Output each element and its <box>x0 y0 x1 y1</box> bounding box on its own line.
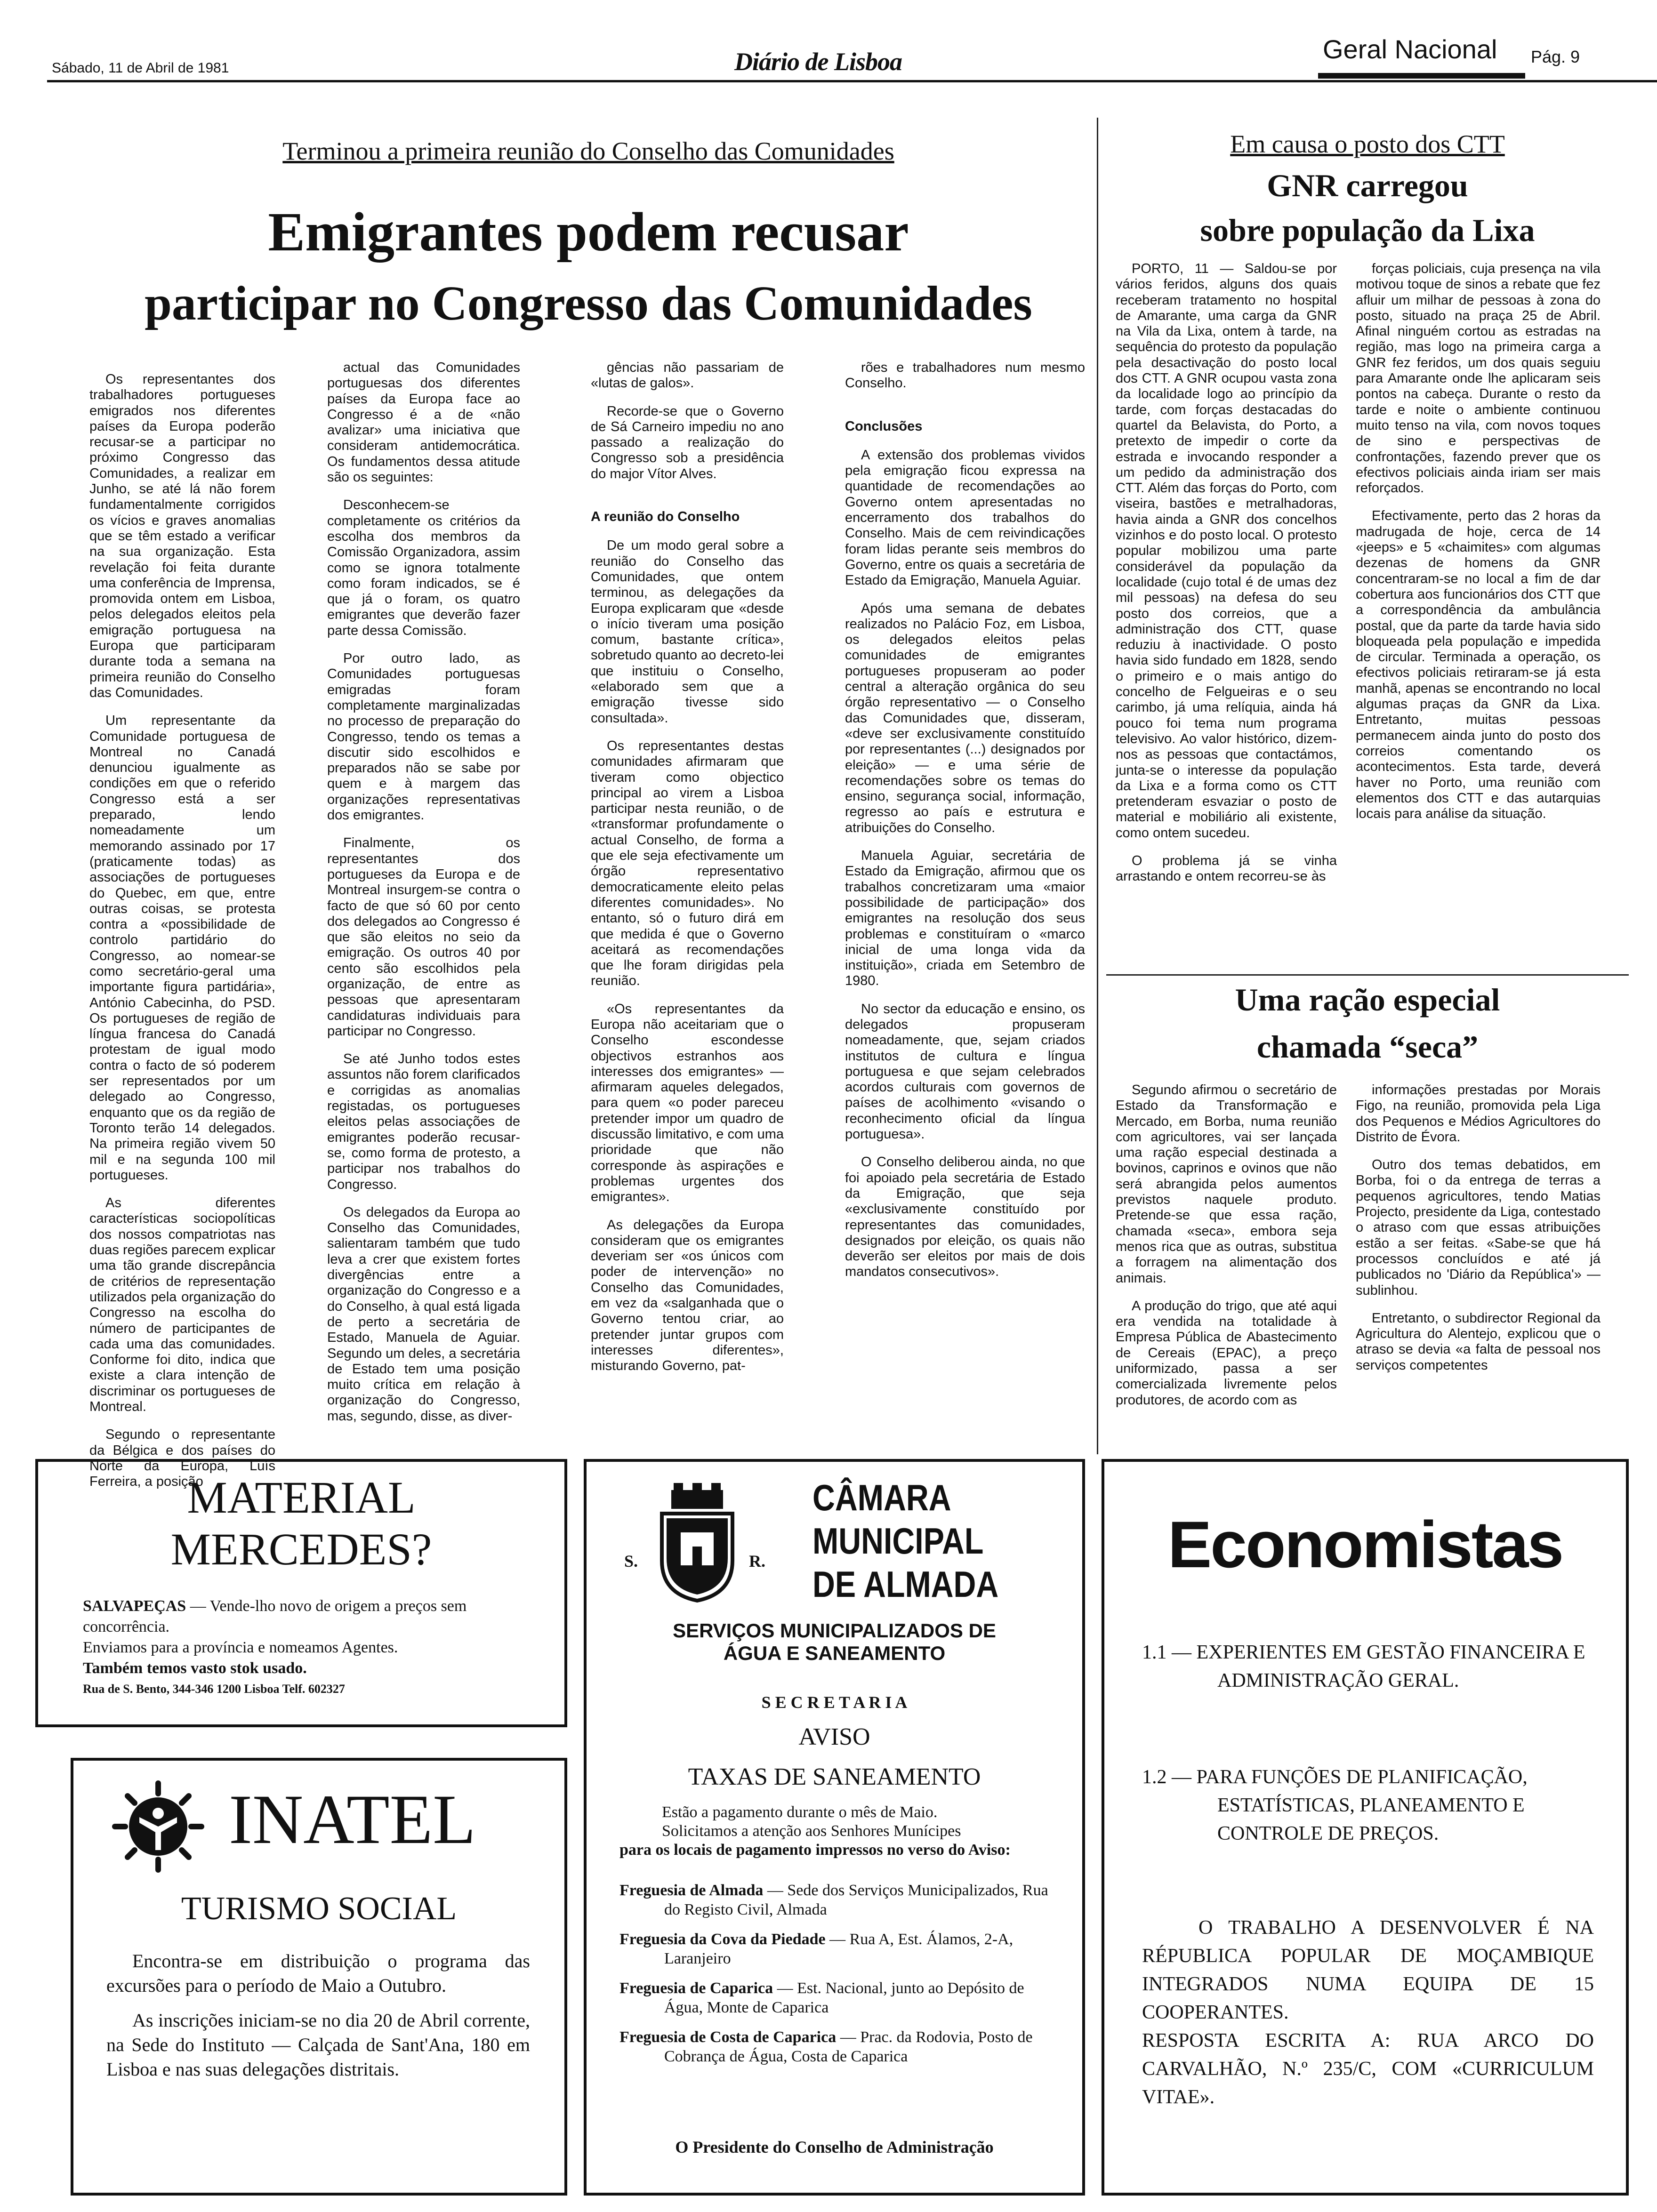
inatel-paragraph-2: As inscrições iniciam-se no dia 20 de Abril corrente, na Sede do Instituto — Calçada de Sant'Ana, 180 em Lisboa e nas suas delegações distritais. <box>106 2010 530 2080</box>
inatel-title: INATEL <box>229 1780 476 1859</box>
almada-title-line3: DE ALMADA <box>812 1563 999 1605</box>
ctt-headline-line1: GNR carregou <box>1267 168 1468 203</box>
paragraph: Após uma semana de debates realizados no Palácio Foz, em Lisboa, os delegados eleitos pelas comunidades de emigrantes portugueses propuseram ao poder central a alteração orgânica do seu órgão representativo — o Conselho das Comunidades que, disseram, «deve ser exclusivamente constituído por representantes (...) designados por eleição» — e uma série de recomendações sobre os temas do ensino, segurança social, informação, regresso ao país e estrutura e atribuições do Conselho. <box>845 601 1085 835</box>
economistas-body: O TRABALHO A DESENVOLVER É NA RÉPUBLICA POPULAR DE MOÇAMBIQUE INTEGRADOS NUMA EQUIPA DE 15 COOPERANTES. <box>1142 1917 1594 2023</box>
paragraph: Os representantes dos trabalhadores portugueses emigrados nos diferentes países da Europa poderão recusar-se a participar no próximo Congresso das Comunidades, a realizar em Junho, se até lá não forem fundamentalmente corrigidos os vícios e graves anomalias que se têm estado a verificar na sua organização. Esta revelação foi feita durante uma conferência de Imprensa, promovida ontem em Lisboa, pelos delegados eleitos pela emigração portuguesa na Europa que participaram durante toda a semana na primeira reunião do Conselho das Comunidades. <box>89 372 275 700</box>
paragraph: Efectivamente, perto das 2 horas da madrugada de hoje, cerca de 14 «jeeps» e 5 «chaimites» com algumas dezenas de homens da GNR concentraram-se no local a fim de dar cobertura aos funcionários dos CTT que a correspondência da ambulância postal, que da parte da tarde havia sido bloqueada pela população e impedida de circular. Terminada a operação, os efectivos policiais retiraram-se já esta manhã, apenas se encontrando no local algumas praças da GNR da Lixa. Entretanto, muitas pessoas permanecem ainda junto do posto dos correios comentando os acontecimentos. Esta tarde, deverá haver no Porto, uma reunião com elementos dos CTT e das autarquias locais para análise da situação. <box>1356 508 1601 822</box>
paragraph: De um modo geral sobre a reunião do Conselho das Comunidades, que ontem terminou, as delegações da Europa explicaram que «desde o início tiveram uma posição comum, bastante crítica», sobretudo quanto ao decreto-lei que instituiu o Conselho, «elaborado sem que a emigração tivesse sido consultada». <box>591 538 784 726</box>
ctt-col-1 <box>1116 261 1337 885</box>
mercedes-title-line2: MERCEDES? <box>170 1524 432 1574</box>
racao-headline-line1: Uma ração especial <box>1235 982 1500 1018</box>
main-headline-line1: Emigrantes podem recusar <box>268 201 909 263</box>
almada-taxas: TAXAS DE SANEAMENTO <box>688 1763 981 1790</box>
column-divider <box>1097 118 1098 1454</box>
paragraph: gências não passariam de «lutas de galos». <box>591 360 784 391</box>
almada-signature: O Presidente do Conselho de Administração <box>675 2138 994 2156</box>
main-col-4 <box>845 360 1085 1280</box>
list-item: Freguesia da Cova da Piedade — Rua A, Est. Álamos, 2-A, Laranjeiro <box>619 1931 1014 1967</box>
economistas-reply: RESPOSTA ESCRITA A: RUA ARCO DO CARVALHÃO, N.º 235/C, COM «CURRICULUM VITAE». <box>1142 2030 1594 2108</box>
paragraph: Finalmente, os representantes dos portugueses da Europa e de Montreal insurgem-se contra o facto de que só 60 por cento dos delegados ao Congresso é que são eleitos no seio da emigração. Os outros 40 por cento são escolhidos pela organização, de entre as pessoas que apresentaram candidaturas individuais para participar no Congresso. <box>327 835 520 1039</box>
paragraph: Segundo afirmou o secretário de Estado da Transformação e Mercado, em Borba, numa reunião com agricultores, vai ser lançada uma ração especial destinada a bovinos, caprinos e ovinos que não será abrangida pelos aumentos previstos naquele produto. Pretende-se que essa ração, chamada «seca», embora seja menos rica que as outras, substitua a forragem na alimentação dos animais. <box>1116 1082 1337 1286</box>
paragraph: Os delegados da Europa ao Conselho das Comunidades, salientaram também que tudo leva a crer que existem fortes divergências entre a organização do Congresso e a do Conselho, à qual está ligada de perto a secretária de Estado, Manuela de Aguiar. Segundo um deles, a secretária de Estado tem uma posição muito crítica em relação à organização do Congresso, mas, segundo, disse, as diver- <box>327 1204 520 1424</box>
paragraph: Os representantes destas comunidades afirmaram que tiveram como objectico principal ao virem a Lisboa participar nesta reunião, o de «transformar profundamente o actual Conselho, de forma a que ele seja efectivamente um órgão representativo democraticamente eleito pelas diferentes comunidades». No entanto, só o futuro dirá em que medida é que o Governo aceitará as recomendações que lhe foram dirigidas pela reunião. <box>591 738 784 989</box>
paragraph: Um representante da Comunidade portuguesa de Montreal no Canadá denunciou igualmente as condições em que o referido Congresso está a ser preparado, lendo nomeadamente um memorando assinado por 17 (praticamente todas) as associações de portugueses do Quebec, em que, entre outras coisas, se protesta contra a «possibilidade de controlo partidário do Congresso, ao nomear-se como secretário-geral uma importante figura partidária», António Cabecinha, do PSD. Os portugueses de região de língua francesa do Canadá protestam de igual modo contra o facto de só poderem ser representados por um delegado ao Congresso, enquanto que os da região de Toronto terão 14 delegados. Na primeira região vivem 50 mil e na segunda 100 mil portugueses. <box>89 713 275 1183</box>
ctt-col-2 <box>1356 261 1601 822</box>
masthead-logo: Diário de Lisboa <box>734 48 902 76</box>
economistas-item-2: 1.2 — PARA FUNÇÕES DE PLANIFICAÇÃO, ESTATÍSTICAS, PLANEAMENTO E CONTROLE DE PREÇOS. <box>1142 1766 1528 1844</box>
paragraph: As diferentes características sociopolíticas dos nossos compatriotas nas duas regiões parecem explicar uma tão grande discrepância de critérios de representação utilizados pela organização do Congresso na escolha do número de participantes de cada uma das comunidades. Conforme foi dito, indica que existe a clara intenção de discriminar os portugueses de Montreal. <box>89 1195 275 1414</box>
header-rule <box>47 80 1657 82</box>
main-col-3 <box>591 360 784 1374</box>
paragraph: Se até Junho todos estes assuntos não forem clarificados e corrigidas as anomalias registadas, os portugueses eleitos pelas associações de emigrantes poderão recusar-se, como forma de protesto, a participar nos trabalhos do Congresso. <box>327 1051 520 1192</box>
ctt-kicker: Em causa o posto dos CTT <box>1230 130 1505 158</box>
almada-intro <box>619 1803 1057 1859</box>
paragraph: A produção do trigo, que até aqui era vendida na totalidade à Empresa Pública de Abastecimento de Cereais (EPAC), a preço uniformizado, passa a ser comercializada livremente pelos produtores, de acordo com as <box>1116 1298 1337 1408</box>
main-col-2 <box>327 360 520 1424</box>
ad-mercedes <box>35 1459 567 1727</box>
crest-letter-right: R. <box>749 1552 765 1571</box>
almada-title-line1: CÂMARA <box>812 1477 951 1518</box>
almada-intro-line1: Estão a pagamento durante o mês de Maio. <box>662 1803 938 1821</box>
paragraph: A extensão dos problemas vividos pela emigração ficou expressa na quantidade de recomendações ao Governo ontem apresentadas no encerramento dos trabalhos do Conselho. Mais de cem reivindicações foram lidas perante seis membros do Governo, entre os quais a secretária de Estado da Emigração, Manuela Aguiar. <box>845 447 1085 588</box>
economistas-item-1: 1.1 — EXPERIENTES EM GESTÃO FINANCEIRA E ADMINISTRAÇÃO GERAL. <box>1142 1642 1585 1691</box>
list-item: Freguesia de Costa de Caparica — Prac. da Rodovia, Posto de Cobrança de Água, Costa de Caparica <box>619 2028 1033 2065</box>
paragraph: O problema já se vinha arrastando e ontem recorreu-se às <box>1116 853 1337 884</box>
almada-crest-icon <box>652 1481 742 1603</box>
paragraph: O Conselho deliberou ainda, no que foi apoiado pela secretária de Estado da Emigração, que seja «exclusivamente constituído por representantes das comunidades, designados por eleição, os quais não deverão ser eleitos por mais de dois mandatos consecutivos». <box>845 1154 1085 1280</box>
paragraph: Recorde-se que o Governo de Sá Carneiro impediu no ano passado a realização do Congresso sob a presidência do major Vítor Alves. <box>591 403 784 481</box>
section-rule <box>1318 73 1525 79</box>
paragraph: Desconhecem-se completamente os critérios da escolha dos membros da Comissão Organizadora, assim como se ignora totalmente como foram indicados, se é que já o foram, os quatro emigrantes que deverão fazer parte dessa Comissão. <box>327 497 520 638</box>
almada-title-line2: MUNICIPAL <box>812 1520 984 1562</box>
crest-letter-left: S. <box>624 1552 638 1571</box>
list-item: Freguesia de Caparica — Est. Nacional, junto ao Depósito de Água, Monte de Caparica <box>619 1980 1024 2016</box>
paragraph: «Os representantes da Europa não aceitariam que o Conselho escondesse objectivos estranhos aos interesses dos emigrantes» — afirmaram aqueles delegados, para quem «o poder pareceu pretender impor um quadro de discussão limitativo, e com uma prioridade que não corresponde às aspirações e problemas urgentes dos emigrantes». <box>591 1001 784 1205</box>
almada-title <box>812 1476 998 1606</box>
mercedes-line1: SALVAPEÇAS — Vende-lho novo de origem a preços sem concorrência. <box>83 1597 467 1635</box>
mercedes-address: Rua de S. Bento, 344-346 1200 Lisboa Telf. 602327 <box>83 1682 345 1696</box>
mercedes-line3: Também temos vasto stok usado. <box>83 1659 307 1677</box>
main-headline-line2: participar no Congresso das Comunidades <box>145 276 1032 330</box>
ctt-headline-line2: sobre população da Lixa <box>1200 212 1535 248</box>
racao-col-1 <box>1116 1082 1337 1408</box>
page-number: Pág. 9 <box>1531 47 1580 66</box>
almada-services-line1: SERVIÇOS MUNICIPALIZADOS DE <box>673 1619 996 1642</box>
ad-camara-almada <box>584 1459 1085 2196</box>
racao-col-2 <box>1356 1082 1601 1373</box>
almada-services <box>587 1619 1082 1665</box>
main-col-1 <box>89 372 275 1490</box>
paragraph: Entretanto, o subdirector Regional da Agricultura do Alentejo, explicou que o atraso se devia «a falta de pessoal nos serviços competentes <box>1356 1310 1601 1373</box>
section-title: Geral Nacional <box>1323 34 1497 64</box>
inatel-subtitle: TURISMO SOCIAL <box>181 1891 457 1927</box>
paragraph: PORTO, 11 — Saldou-se por vários feridos, alguns dos quais receberam tratamento no hospital de Amarante, uma carga da GNR na Vila da Lixa, ontem à tarde, na sequência do protesto da população pela desactivação do posto local dos CTT. A GNR ocupou vasta zona da localidade logo ao princípio da tarde, com forças destacadas do quartel da Belavista, do Porto, a pretexto de impedir o corte da estrada e invocando responder a um pedido da administração dos CTT. Além das forças do Porto, com viseira, bastões e metralhadoras, havia ainda a GNR dos concelhos vizinhos e do posto local. O protesto popular mobilizou uma parte considerável da população da localidade (cujo total é de umas dez mil pessoas) na defesa do seu posto dos correios, que a administração dos CTT, quase reduziu à inactividade. O posto havia sido fundado em 1828, sendo o primeiro e o mais antigo do concelho de Felgueiras e o seu carimbo, já uma relíquia, ainda há pouco foi tema num programa televisivo. Ao valor histórico, dizem-nos as pessoas que contactámos, junta-se o interesse da população da Lixa e a forma como os CTT pretenderam esvaziar o posto de material e mobiliário ali existente, como ontem sucedeu. <box>1116 261 1337 841</box>
paragraph: As delegações da Europa consideram que os emigrantes deveriam ser «os únicos com poder de intervenção» no Conselho das Comunidades, em vez da «salganhada que o Governo tentou criar, ao pretender juntar grupos com interesses diferentes», misturando Governo, pat- <box>591 1217 784 1374</box>
almada-services-line2: ÁGUA E SANEAMENTO <box>723 1642 946 1664</box>
racao-headline-line2: chamada “seca” <box>1256 1029 1479 1065</box>
almada-intro-line3: para os locais de pagamento impressos no verso do Aviso: <box>619 1841 1011 1859</box>
mercedes-body <box>83 1596 535 1699</box>
paragraph: Segundo o representante da Bélgica e dos países do Norte da Europa, Luís Ferreira, a posição <box>89 1427 275 1490</box>
mercedes-title-line1: MATERIAL <box>187 1472 416 1523</box>
paragraph: actual das Comunidades portuguesas dos diferentes países da Europa face ao Congresso é a de «não avalizar» uma iniciativa que consideram antidemocrática. Os fundamentos dessa atitude são os seguintes: <box>327 360 520 485</box>
mercedes-line2: Enviamos para a província e nomeamos Agentes. <box>83 1639 398 1656</box>
ad-economistas <box>1102 1459 1629 2196</box>
paragraph: forças policiais, cuja presença na vila motivou toque de sinos a rebate que fez afluir um milhar de pessoas à zona do posto, situado na praça 25 de Abril. Afinal ninguém cortou as estradas na região, mas logo na primeira carga a GNR fez feridos, um dos quais seguiu para Amarante onde lhe aplicaram seis pontos na cabeça. Durante o resto da tarde e noite o ambiente continuou muito tenso na vila, com novos toques de sino e perspectivas de confrontações, fazendo prever que os efectivos policiais ainda iriam ser mais reforçados. <box>1356 261 1601 496</box>
article-separator <box>1106 974 1629 976</box>
paragraph: No sector da educação e ensino, os delegados propuseram nomeadamente, que, sejam criados institutos de cultura e língua portuguesa e que sejam celebrados acordos culturais com governos de países de acolhimento «visando o reconhecimento oficial da língua portuguesa». <box>845 1001 1085 1142</box>
almada-intro-line2: Solicitamos a atenção aos Senhores Munícipes <box>662 1822 961 1840</box>
subheading-conclusoes: Conclusões <box>845 418 923 434</box>
almada-aviso: AVISO <box>798 1723 870 1750</box>
inatel-sun-logo-icon <box>111 1779 205 1874</box>
almada-secretaria: S E C R E T A R I A <box>761 1693 908 1712</box>
paragraph: rões e trabalhadores num mesmo Conselho. <box>845 360 1085 391</box>
paragraph: Outro dos temas debatidos, em Borba, foi o da entrega de terras a pequenos agricultores, tendo Matias Projecto, presidente da Liga, contestado o atraso com que essas atribuições estão a ser feitas. «Sabe-se que há processos concluídos e até já publicados no 'Diário da República'» — sublinhou. <box>1356 1157 1601 1298</box>
paragraph: Por outro lado, as Comunidades portuguesas emigradas foram completamente marginalizadas no processo de preparação do Congresso, tendo os temas a discutir sido escolhidos e preparados não se sabe por quem e à margem das organizações representativas dos emigrantes. <box>327 651 520 823</box>
subheading-reuniao: A reunião do Conselho <box>591 509 740 525</box>
paragraph: informações prestadas por Morais Figo, na reunião, promovida pela Liga dos Pequenos e Médios Agricultores do Distrito de Évora. <box>1356 1082 1601 1145</box>
inatel-body <box>106 1949 530 2082</box>
almada-places-list <box>619 1881 1057 2076</box>
paragraph: Manuela Aguiar, secretária de Estado da Emigração, afirmou que os trabalhos concretizaram uma «maior possibilidade de participação» dos emigrantes na resolução dos seus problemas e constituíram o «marco inicial de uma longa vida da instituição», criada em Setembro de 1980. <box>845 848 1085 989</box>
list-item: Freguesia de Almada — Sede dos Serviços Municipalizados, Rua do Registo Civil, Almada <box>619 1882 1048 1918</box>
inatel-paragraph-1: Encontra-se em distribuição o programa das excursões para o período de Maio a Outubro. <box>106 1950 530 1996</box>
issue-date: Sábado, 11 de Abril de 1981 <box>52 60 229 76</box>
main-kicker: Terminou a primeira reunião do Conselho das Comunidades <box>282 137 894 165</box>
economistas-title: Economistas <box>1167 1507 1563 1581</box>
ad-inatel <box>71 1758 567 2196</box>
